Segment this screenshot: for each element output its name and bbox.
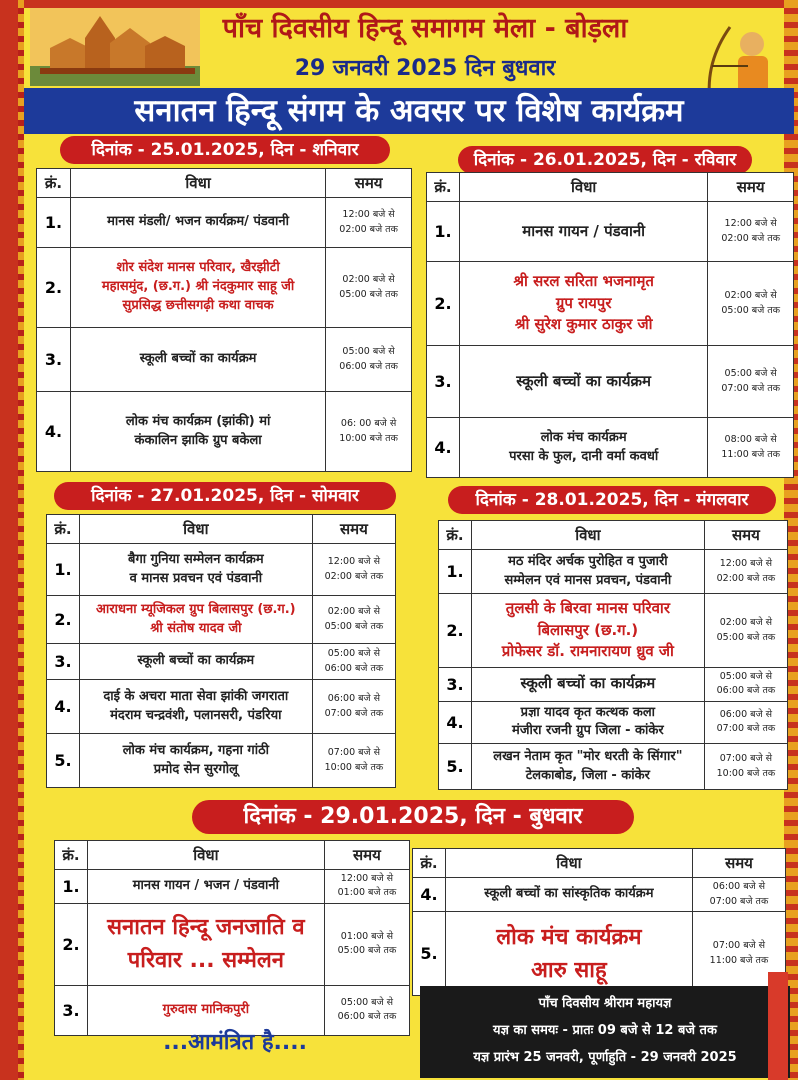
time-to: 11:00 बजे तक [709, 954, 769, 966]
col-vidha-header: विधा [445, 849, 692, 878]
time-from: 06:00 बजे से [712, 881, 766, 893]
col-samay-header: समय [704, 521, 787, 550]
schedule-row [427, 262, 794, 346]
schedule-row [55, 870, 410, 904]
program-description [70, 198, 325, 248]
row-number: 3. [37, 328, 71, 392]
schedule-row [427, 346, 794, 418]
yagya-time: यज्ञ का समयः - प्रातः 09 बजे से 12 बजे तक [493, 1023, 717, 1038]
side-red-label [768, 972, 788, 1080]
row-number: 3. [55, 985, 88, 1035]
day5-right-schedule-table [412, 848, 786, 996]
time-from: 07:00 बजे से [327, 747, 381, 759]
program-line: श्री सरल सरिता भजनामृत [513, 271, 654, 290]
program-line: श्री सुरेश कुमार ठाकुर जी [514, 315, 653, 334]
program-time [312, 596, 395, 644]
program-description [70, 328, 325, 392]
program-line: प्रज्ञा यादव कृत कत्थक कला [520, 704, 656, 720]
time-to: 07:00 बजे तक [709, 895, 769, 907]
schedule-row [413, 912, 786, 996]
col-samay-header: समय [708, 173, 794, 202]
time-to: 02:00 बजे तक [324, 570, 384, 582]
time-from: 08:00 बजे से [724, 434, 777, 446]
program-description [79, 734, 312, 788]
program-line: स्कूली बच्चों का कार्यक्रम [520, 674, 656, 693]
col-vidha-header: विधा [87, 841, 324, 870]
program-time [704, 744, 787, 790]
time-from: 02:00 बजे से [719, 617, 773, 629]
schedule-row [427, 202, 794, 262]
row-number: 1. [55, 870, 88, 904]
col-vidha-header: विधा [79, 515, 312, 544]
program-description [87, 870, 324, 904]
row-number: 2. [439, 594, 472, 668]
time-from: 01:00 बजे से [340, 930, 394, 942]
time-to: 07:00 बजे तक [716, 723, 776, 735]
col-samay-header: समय [312, 515, 395, 544]
col-vidha-header: विधा [459, 173, 707, 202]
program-line: तुलसी के बिरवा मानस परिवार [505, 598, 670, 617]
program-time [704, 701, 787, 744]
program-line: लोक मंच कार्यक्रम, गहना गांठी [122, 742, 269, 758]
program-time [312, 644, 395, 680]
schedule-row [47, 734, 396, 788]
col-no-header: क्रं. [37, 169, 71, 198]
row-number: 3. [47, 644, 80, 680]
time-to: 10:00 बजे तक [716, 767, 776, 779]
schedule-row [413, 878, 786, 912]
program-time [708, 418, 794, 478]
time-to: 05:00 बजे तक [337, 945, 397, 956]
program-line: टेलकाबोड, जिला - कांकेर [525, 767, 650, 783]
schedule-row [427, 418, 794, 478]
day4-schedule-table [438, 520, 788, 790]
program-time [326, 248, 412, 328]
program-line: बिलासपुर (छ.ग.) [537, 620, 639, 639]
row-number: 4. [439, 701, 472, 744]
program-description [445, 878, 692, 912]
time-from: 05:00 बजे से [719, 671, 773, 682]
day2-schedule-table [426, 172, 794, 478]
program-time [692, 878, 785, 912]
col-no-header: क्रं. [413, 849, 446, 878]
time-from: 07:00 बजे से [719, 753, 773, 765]
time-to: 10:00 बजे तक [324, 761, 384, 773]
time-from: 12:00 बजे से [340, 873, 394, 884]
col-samay-header: समय [326, 169, 412, 198]
col-no-header: क्रं. [439, 521, 472, 550]
program-line: स्कूली बच्चों का कार्यक्रम [139, 351, 257, 367]
day4-date-label: दिनांक - 28.01.2025, दिन - मंगलवार [448, 486, 776, 514]
program-time [326, 198, 412, 248]
schedule-row [439, 550, 788, 594]
time-from: 05:00 बजे से [327, 648, 381, 660]
program-line: लखन नेताम कृत "मोर धरती के सिंगार" [493, 748, 683, 764]
program-line: परसा के फुल, दानी वर्मा कवर्धा [509, 448, 659, 464]
program-line: स्कूली बच्चों का कार्यक्रम [516, 371, 652, 390]
program-line: सुप्रसिद्ध छत्तीसगढ़ी कथा वाचक [122, 297, 274, 313]
program-line: सनातन हिन्दू जनजाति व [107, 915, 305, 940]
time-from: 05:00 बजे से [340, 996, 394, 1008]
program-description [471, 550, 704, 594]
time-from: 12:00 बजे से [724, 218, 777, 230]
program-line: परिवार ... सम्मेलन [127, 948, 284, 973]
program-line: लोक मंच कार्यक्रम [540, 429, 627, 445]
temple-illustration [30, 8, 200, 86]
schedule-row [55, 903, 410, 985]
program-time [704, 550, 787, 594]
program-time [704, 594, 787, 668]
time-from: 06: 00 बजे से [340, 418, 397, 430]
time-from: 12:00 बजे से [327, 556, 381, 568]
schedule-row [37, 198, 412, 248]
row-number: 4. [37, 392, 71, 472]
schedule-row [439, 701, 788, 744]
row-number: 4. [413, 878, 446, 912]
row-number: 4. [47, 680, 80, 734]
program-description [79, 596, 312, 644]
col-vidha-header: विधा [70, 169, 325, 198]
day3-schedule-table [46, 514, 396, 788]
time-to: 01:00 बजे तक [337, 887, 397, 899]
program-time [312, 680, 395, 734]
day2-date-label: दिनांक - 26.01.2025, दिन - रविवार [458, 146, 752, 174]
program-description [459, 262, 707, 346]
row-number: 1. [37, 198, 71, 248]
event-title: पाँच दिवसीय हिन्दू समागम मेला - बोड़ला [222, 13, 628, 44]
schedule-row [37, 392, 412, 472]
program-time [708, 262, 794, 346]
program-description [471, 668, 704, 702]
col-vidha-header: विधा [471, 521, 704, 550]
time-from: 06:00 बजे से [719, 709, 773, 721]
program-time [324, 903, 409, 985]
schedule-row [47, 596, 396, 644]
program-line: प्रोफेसर डॉ. रामनारायण ध्रुव जी [501, 642, 674, 661]
day3-date-label: दिनांक - 27.01.2025, दिन - सोमवार [54, 482, 396, 510]
time-to: 10:00 बजे तक [339, 432, 398, 444]
time-from: 12:00 बजे से [719, 558, 773, 570]
schedule-row [37, 248, 412, 328]
yagya-dates: यज्ञ प्रारंभ 25 जनवरी, पूर्णाहुति - 29 जनवरी 2025 [473, 1050, 737, 1065]
time-from: 06:00 बजे से [327, 693, 381, 705]
program-description [79, 544, 312, 596]
program-description [87, 903, 324, 985]
time-from: 07:00 बजे से [712, 940, 766, 952]
left-decorative-border [0, 0, 22, 1080]
time-to: 05:00 बजे तक [716, 631, 776, 643]
program-line: मंदराम चन्द्रवंशी, पलानसरी, पंडरिया [110, 707, 282, 723]
program-time [326, 328, 412, 392]
schedule-row [439, 668, 788, 702]
time-to: 07:00 बजे तक [324, 707, 384, 719]
day5-date-label: दिनांक - 29.01.2025, दिन - बुधवार [192, 800, 634, 834]
program-line: प्रमोद सेन सुरगोलू [153, 761, 238, 777]
program-description [471, 744, 704, 790]
program-line: स्कूली बच्चों का कार्यक्रम [137, 653, 255, 669]
schedule-row [47, 544, 396, 596]
program-line: सम्मेलन एवं मानस प्रवचन, पंडवानी [504, 572, 672, 588]
program-line: मंजीरा रजनी ग्रुप जिला - कांकेर [512, 723, 664, 739]
col-no-header: क्रं. [55, 841, 88, 870]
col-samay-header: समय [692, 849, 785, 878]
time-from: 05:00 बजे से [342, 346, 395, 358]
program-line: मानस गायन / पंडवानी [522, 221, 646, 240]
program-line: व मानस प्रवचन एवं पंडवानी [129, 570, 263, 586]
schedule-row [439, 744, 788, 790]
day1-date-label: दिनांक - 25.01.2025, दिन - शनिवार [60, 136, 390, 164]
program-description [459, 418, 707, 478]
time-to: 02:00 बजे तक [339, 223, 398, 235]
day5-left-schedule-table [54, 840, 410, 1036]
time-to: 07:00 बजे तक [721, 382, 780, 394]
row-number: 1. [439, 550, 472, 594]
day1-schedule-table [36, 168, 412, 472]
time-from: 02:00 बजे से [342, 274, 395, 286]
program-time [708, 346, 794, 418]
program-description [471, 701, 704, 744]
col-no-header: क्रं. [47, 515, 80, 544]
time-to: 05:00 बजे तक [339, 288, 398, 300]
event-date: 29 जनवरी 2025 दिन बुधवार [294, 56, 556, 81]
row-number: 5. [413, 912, 446, 996]
time-from: 05:00 बजे से [724, 368, 777, 380]
time-to: 05:00 बजे तक [324, 620, 384, 632]
row-number: 2. [427, 262, 460, 346]
program-description [459, 202, 707, 262]
row-number: 2. [37, 248, 71, 328]
time-to: 11:00 बजे तक [721, 448, 780, 460]
yagya-info-box [420, 986, 790, 1078]
program-description [445, 912, 692, 996]
yagya-title: पाँच दिवसीय श्रीराम महायज्ञ [538, 996, 672, 1011]
row-number: 3. [427, 346, 460, 418]
time-from: 12:00 बजे से [342, 209, 395, 221]
col-no-header: क्रं. [427, 173, 460, 202]
program-line: कंकालिन झाकि ग्रुप बकेला [134, 432, 262, 448]
program-line: गुरुदास मानिकपुरी [162, 1001, 250, 1017]
program-time [312, 734, 395, 788]
schedule-row [47, 680, 396, 734]
program-time [312, 544, 395, 596]
time-from: 02:00 बजे से [327, 606, 381, 618]
program-line: आराधना म्यूजिकल ग्रुप बिलासपुर (छ.ग.) [96, 601, 296, 617]
time-to: 02:00 बजे तक [716, 572, 776, 584]
row-number: 5. [439, 744, 472, 790]
program-line: लोक मंच कार्यक्रम (झांकी) मां [125, 413, 271, 429]
schedule-row [47, 644, 396, 680]
program-description [471, 594, 704, 668]
schedule-row [439, 594, 788, 668]
program-description [79, 680, 312, 734]
row-number: 1. [427, 202, 460, 262]
program-line: मठ मंदिर अर्चक पुरोहित व पुजारी [508, 553, 668, 569]
time-to: 06:00 बजे तक [337, 1011, 397, 1022]
program-time [326, 392, 412, 472]
program-line: मानस मंडली/ भजन कार्यक्रम/ पंडवानी [107, 214, 289, 230]
row-number: 5. [47, 734, 80, 788]
program-time [704, 668, 787, 702]
program-line: बैगा गुनिया सम्मेलन कार्यक्रम [128, 551, 264, 567]
program-description [79, 644, 312, 680]
row-number: 3. [439, 668, 472, 702]
time-from: 02:00 बजे से [724, 290, 777, 302]
row-number: 4. [427, 418, 460, 478]
time-to: 06:00 बजे तक [339, 360, 398, 372]
col-samay-header: समय [324, 841, 409, 870]
program-banner: सनातन हिन्दू संगम के अवसर पर विशेष कार्यक्रम [24, 88, 794, 134]
schedule-row [37, 328, 412, 392]
program-line: स्कूली बच्चों का सांस्कृतिक कार्यक्रम [484, 886, 654, 902]
program-line: मानस गायन / भजन / पंडवानी [132, 877, 279, 893]
program-description [70, 392, 325, 472]
row-number: 2. [55, 903, 88, 985]
program-line: श्री संतोष यादव जी [150, 620, 242, 636]
program-description [459, 346, 707, 418]
top-border [0, 0, 798, 8]
time-to: 06:00 बजे तक [324, 662, 384, 674]
program-line: शोर संदेश मानस परिवार, खैरझीटी [116, 260, 280, 276]
row-number: 2. [47, 596, 80, 644]
program-line: लोक मंच कार्यक्रम [496, 924, 642, 950]
program-description [70, 248, 325, 328]
time-to: 06:00 बजे तक [716, 685, 776, 697]
program-time [324, 870, 409, 904]
program-time [708, 202, 794, 262]
time-to: 02:00 बजे तक [721, 232, 780, 244]
program-line: ग्रुप रायपुर [555, 293, 612, 312]
time-to: 05:00 बजे तक [721, 304, 780, 316]
program-line: महासमुंद, (छ.ग.) श्री नंदकुमार साहू जी [101, 279, 295, 295]
invitation-text: ...आमंत्रित है.... [163, 1030, 307, 1055]
program-line: दाई के अचरा माता सेवा झांकी जगराता [103, 688, 289, 704]
program-line: आरु साहू [531, 957, 607, 983]
row-number: 1. [47, 544, 80, 596]
